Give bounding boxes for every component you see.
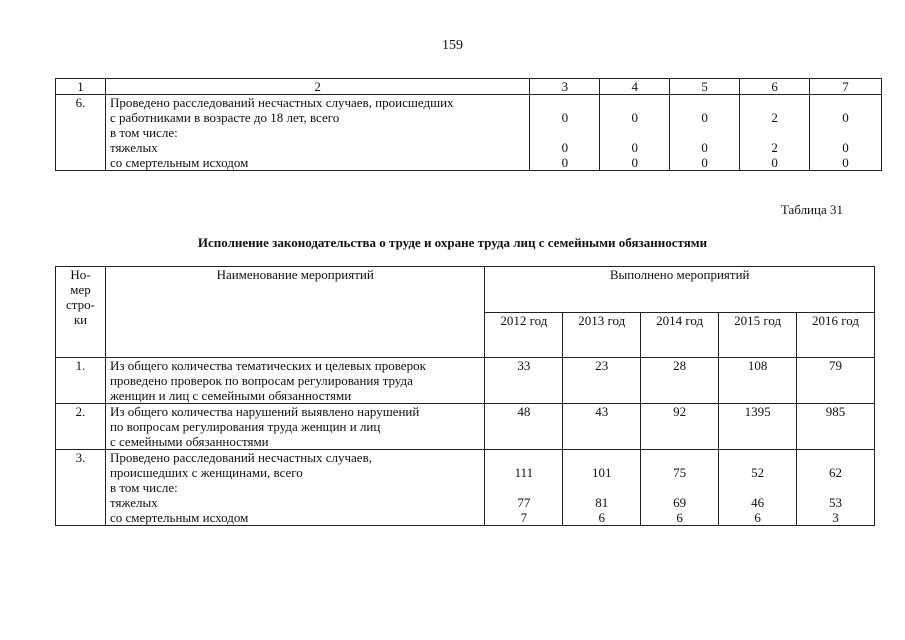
row-description: Из общего количества тематических и целевых проверок проведено проверок по вопросам регулирования труда женщин и лиц с семейными обязанностями — [105, 358, 484, 404]
header-cell: 4 — [600, 79, 670, 95]
value-cell: 48 — [485, 404, 563, 450]
row-text-line: с работниками в возрасте до 18 лет, всего — [109, 110, 340, 125]
value-cell: 1395 — [719, 404, 797, 450]
value-cell: 33 — [485, 358, 563, 404]
value-cell: 79 — [797, 358, 875, 404]
header-cell: 7 — [810, 79, 882, 95]
value-cell: 108 — [719, 358, 797, 404]
value-cell: 62 53 3 — [797, 450, 875, 526]
row-description: Из общего количества нарушений выявлено нарушений по вопросам регулирования труда женщин и лиц с семейными обязанностями — [105, 404, 484, 450]
row-text-line: тяжелых — [109, 140, 158, 155]
value-cell: 52 46 6 — [719, 450, 797, 526]
page-number: 159 — [442, 38, 463, 53]
value-cell: 0 0 0 — [600, 95, 670, 171]
value-cell: 2 2 0 — [740, 95, 810, 171]
row-text-line: со смертельным исходом — [109, 155, 249, 170]
value-cell: 43 — [563, 404, 641, 450]
row-number: 3. — [56, 450, 106, 526]
value-cell: 111 77 7 — [485, 450, 563, 526]
header-group: Выполнено мероприятий — [485, 267, 875, 313]
row-text-line: Проведено расследований несчастных случаев, происшедших — [109, 95, 454, 110]
header-cell: 1 — [56, 79, 106, 95]
value-cell: 0 0 0 — [670, 95, 740, 171]
table-30-continuation — [55, 78, 882, 171]
row-description — [105, 95, 529, 171]
value-cell: 23 — [563, 358, 641, 404]
value-cell: 0 0 0 — [810, 95, 882, 171]
header-year: 2016 год — [797, 312, 875, 358]
row-text-line: в том числе: — [109, 125, 178, 140]
table-row — [56, 358, 875, 404]
row-number: 6. — [56, 95, 106, 171]
value-cell: 92 — [641, 404, 719, 450]
table-header-row — [56, 267, 875, 313]
header-cell: 6 — [740, 79, 810, 95]
table-row — [56, 95, 882, 171]
row-description: Проведено расследований несчастных случаев, происшедших с женщинами, всего в том числе: тяжелых со смертельным исходом — [105, 450, 484, 526]
table-31 — [55, 266, 875, 526]
header-cell: 2 — [105, 79, 529, 95]
value-cell: 28 — [641, 358, 719, 404]
header-year: 2015 год — [719, 312, 797, 358]
value-cell: 75 69 6 — [641, 450, 719, 526]
header-cell: 5 — [670, 79, 740, 95]
row-number: 2. — [56, 404, 106, 450]
header-year: 2013 год — [563, 312, 641, 358]
header-cell: 3 — [530, 79, 600, 95]
header-year: 2012 год — [485, 312, 563, 358]
value-cell: 101 81 6 — [563, 450, 641, 526]
table-row — [56, 404, 875, 450]
row-number: 1. — [56, 358, 106, 404]
table-caption: Таблица 31 — [780, 202, 843, 217]
table-header-row — [56, 79, 882, 95]
header-row-number: Но- мер стро- ки — [56, 267, 106, 358]
table-title: Исполнение законодательства о труде и охране труда лиц с семейными обязанностями — [197, 235, 708, 250]
header-activity-name: Наименование мероприятий — [105, 267, 484, 358]
table-row — [56, 450, 875, 526]
value-cell: 985 — [797, 404, 875, 450]
header-year: 2014 год — [641, 312, 719, 358]
value-cell: 0 0 0 — [530, 95, 600, 171]
